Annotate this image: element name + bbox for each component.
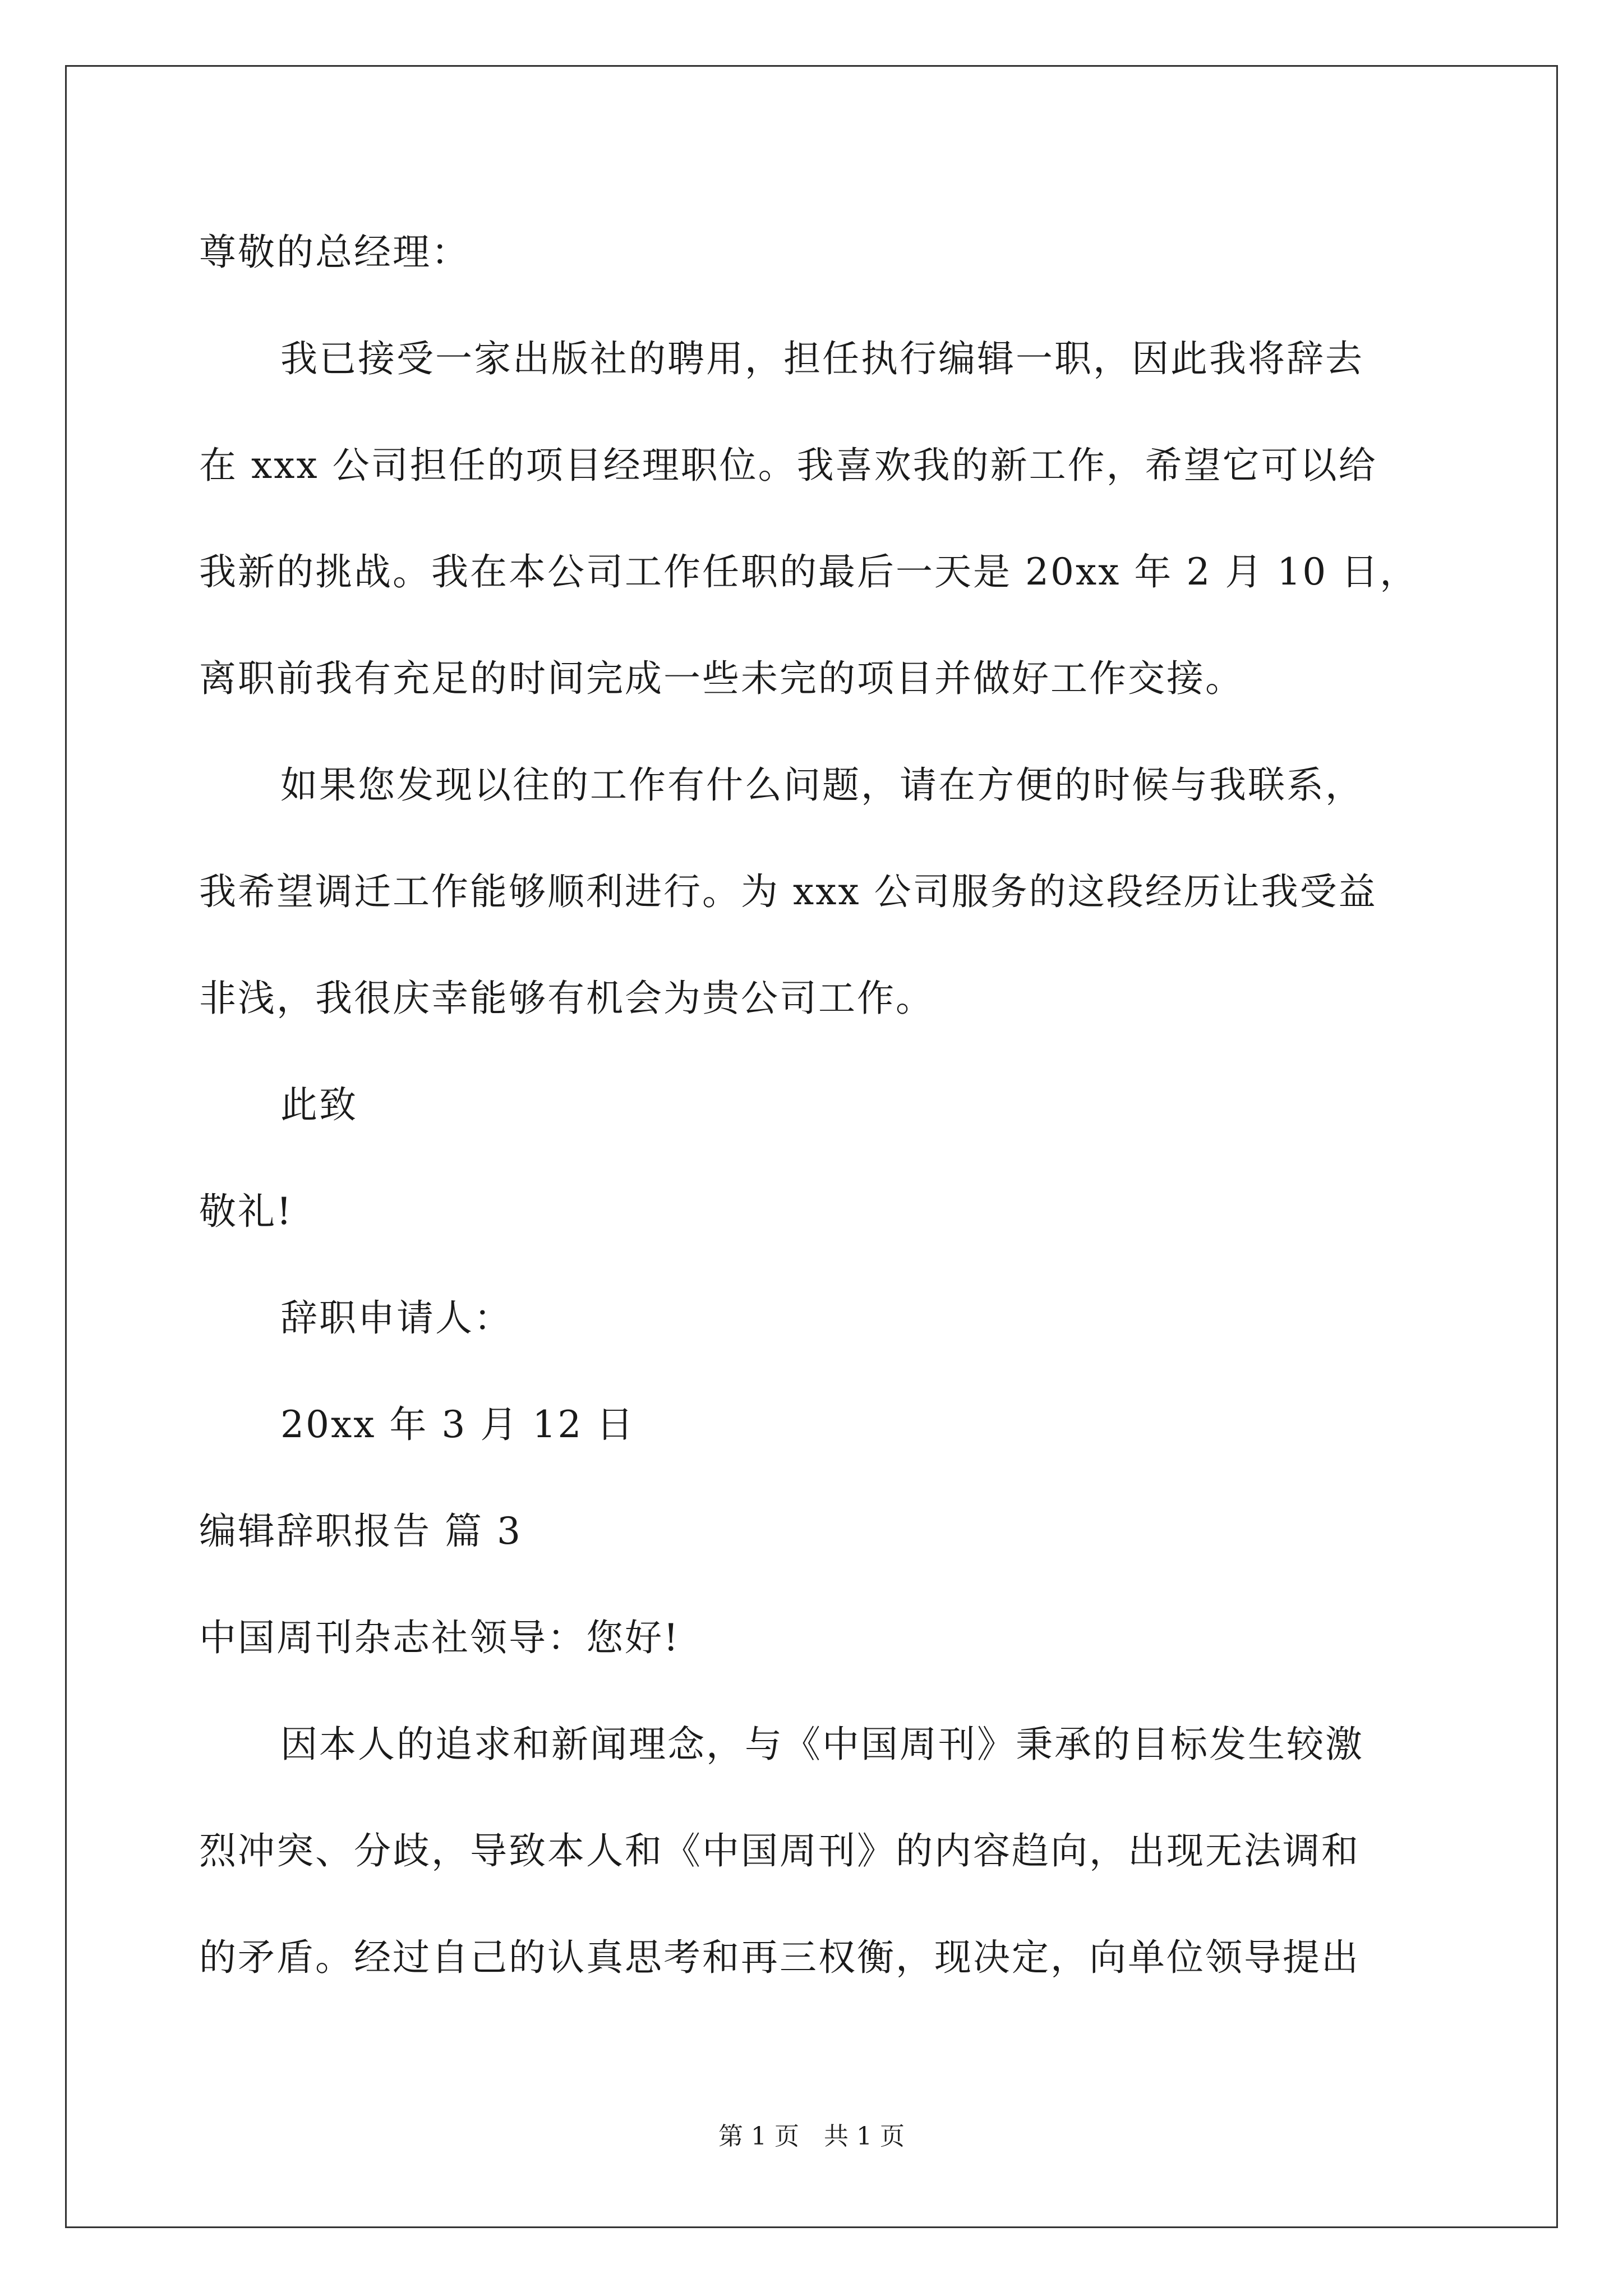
page-footer: 第 1 页 共 1 页 xyxy=(718,2122,905,2151)
closing-line: 此致 xyxy=(280,1083,358,1126)
body-line: 的矛盾。经过自己的认真思考和再三权衡，现决定，向单位领导提出 xyxy=(199,1936,1360,1979)
salutation: 尊敬的总经理： xyxy=(199,231,470,274)
body-line: 在 xxx 公司担任的项目经理职位。我喜欢我的新工作，希望它可以给 xyxy=(199,444,1377,487)
body-line: 我已接受一家出版社的聘用，担任执行编辑一职，因此我将辞去 xyxy=(280,337,1364,380)
date-line: 20xx 年 3 月 12 日 xyxy=(280,1403,635,1446)
body-line: 烈冲突、分歧，导致本人和《中国周刊》的内容趋向，出现无法调和 xyxy=(199,1829,1360,1872)
body-line: 非浅，我很庆幸能够有机会为贵公司工作。 xyxy=(199,977,934,1020)
page-border xyxy=(65,65,1558,2228)
signature-line: 辞职申请人： xyxy=(280,1296,513,1340)
body-line: 因本人的追求和新闻理念，与《中国周刊》秉承的目标发生较激 xyxy=(280,1723,1364,1766)
closing-line: 敬礼! xyxy=(199,1190,293,1233)
salutation: 中国周刊杂志社领导：您好! xyxy=(199,1616,680,1659)
body-line: 我希望调迁工作能够顺利进行。为 xxx 公司服务的这段经历让我受益 xyxy=(199,870,1377,913)
body-line: 离职前我有充足的时间完成一些未完的项目并做好工作交接。 xyxy=(199,657,1244,700)
body-line: 我新的挑战。我在本公司工作任职的最后一天是 20xx 年 2 月 10 日， xyxy=(199,550,1419,593)
body-line: 如果您发现以往的工作有什么问题，请在方便的时候与我联系， xyxy=(280,763,1364,807)
section-heading: 编辑辞职报告 篇 3 xyxy=(199,1510,522,1553)
